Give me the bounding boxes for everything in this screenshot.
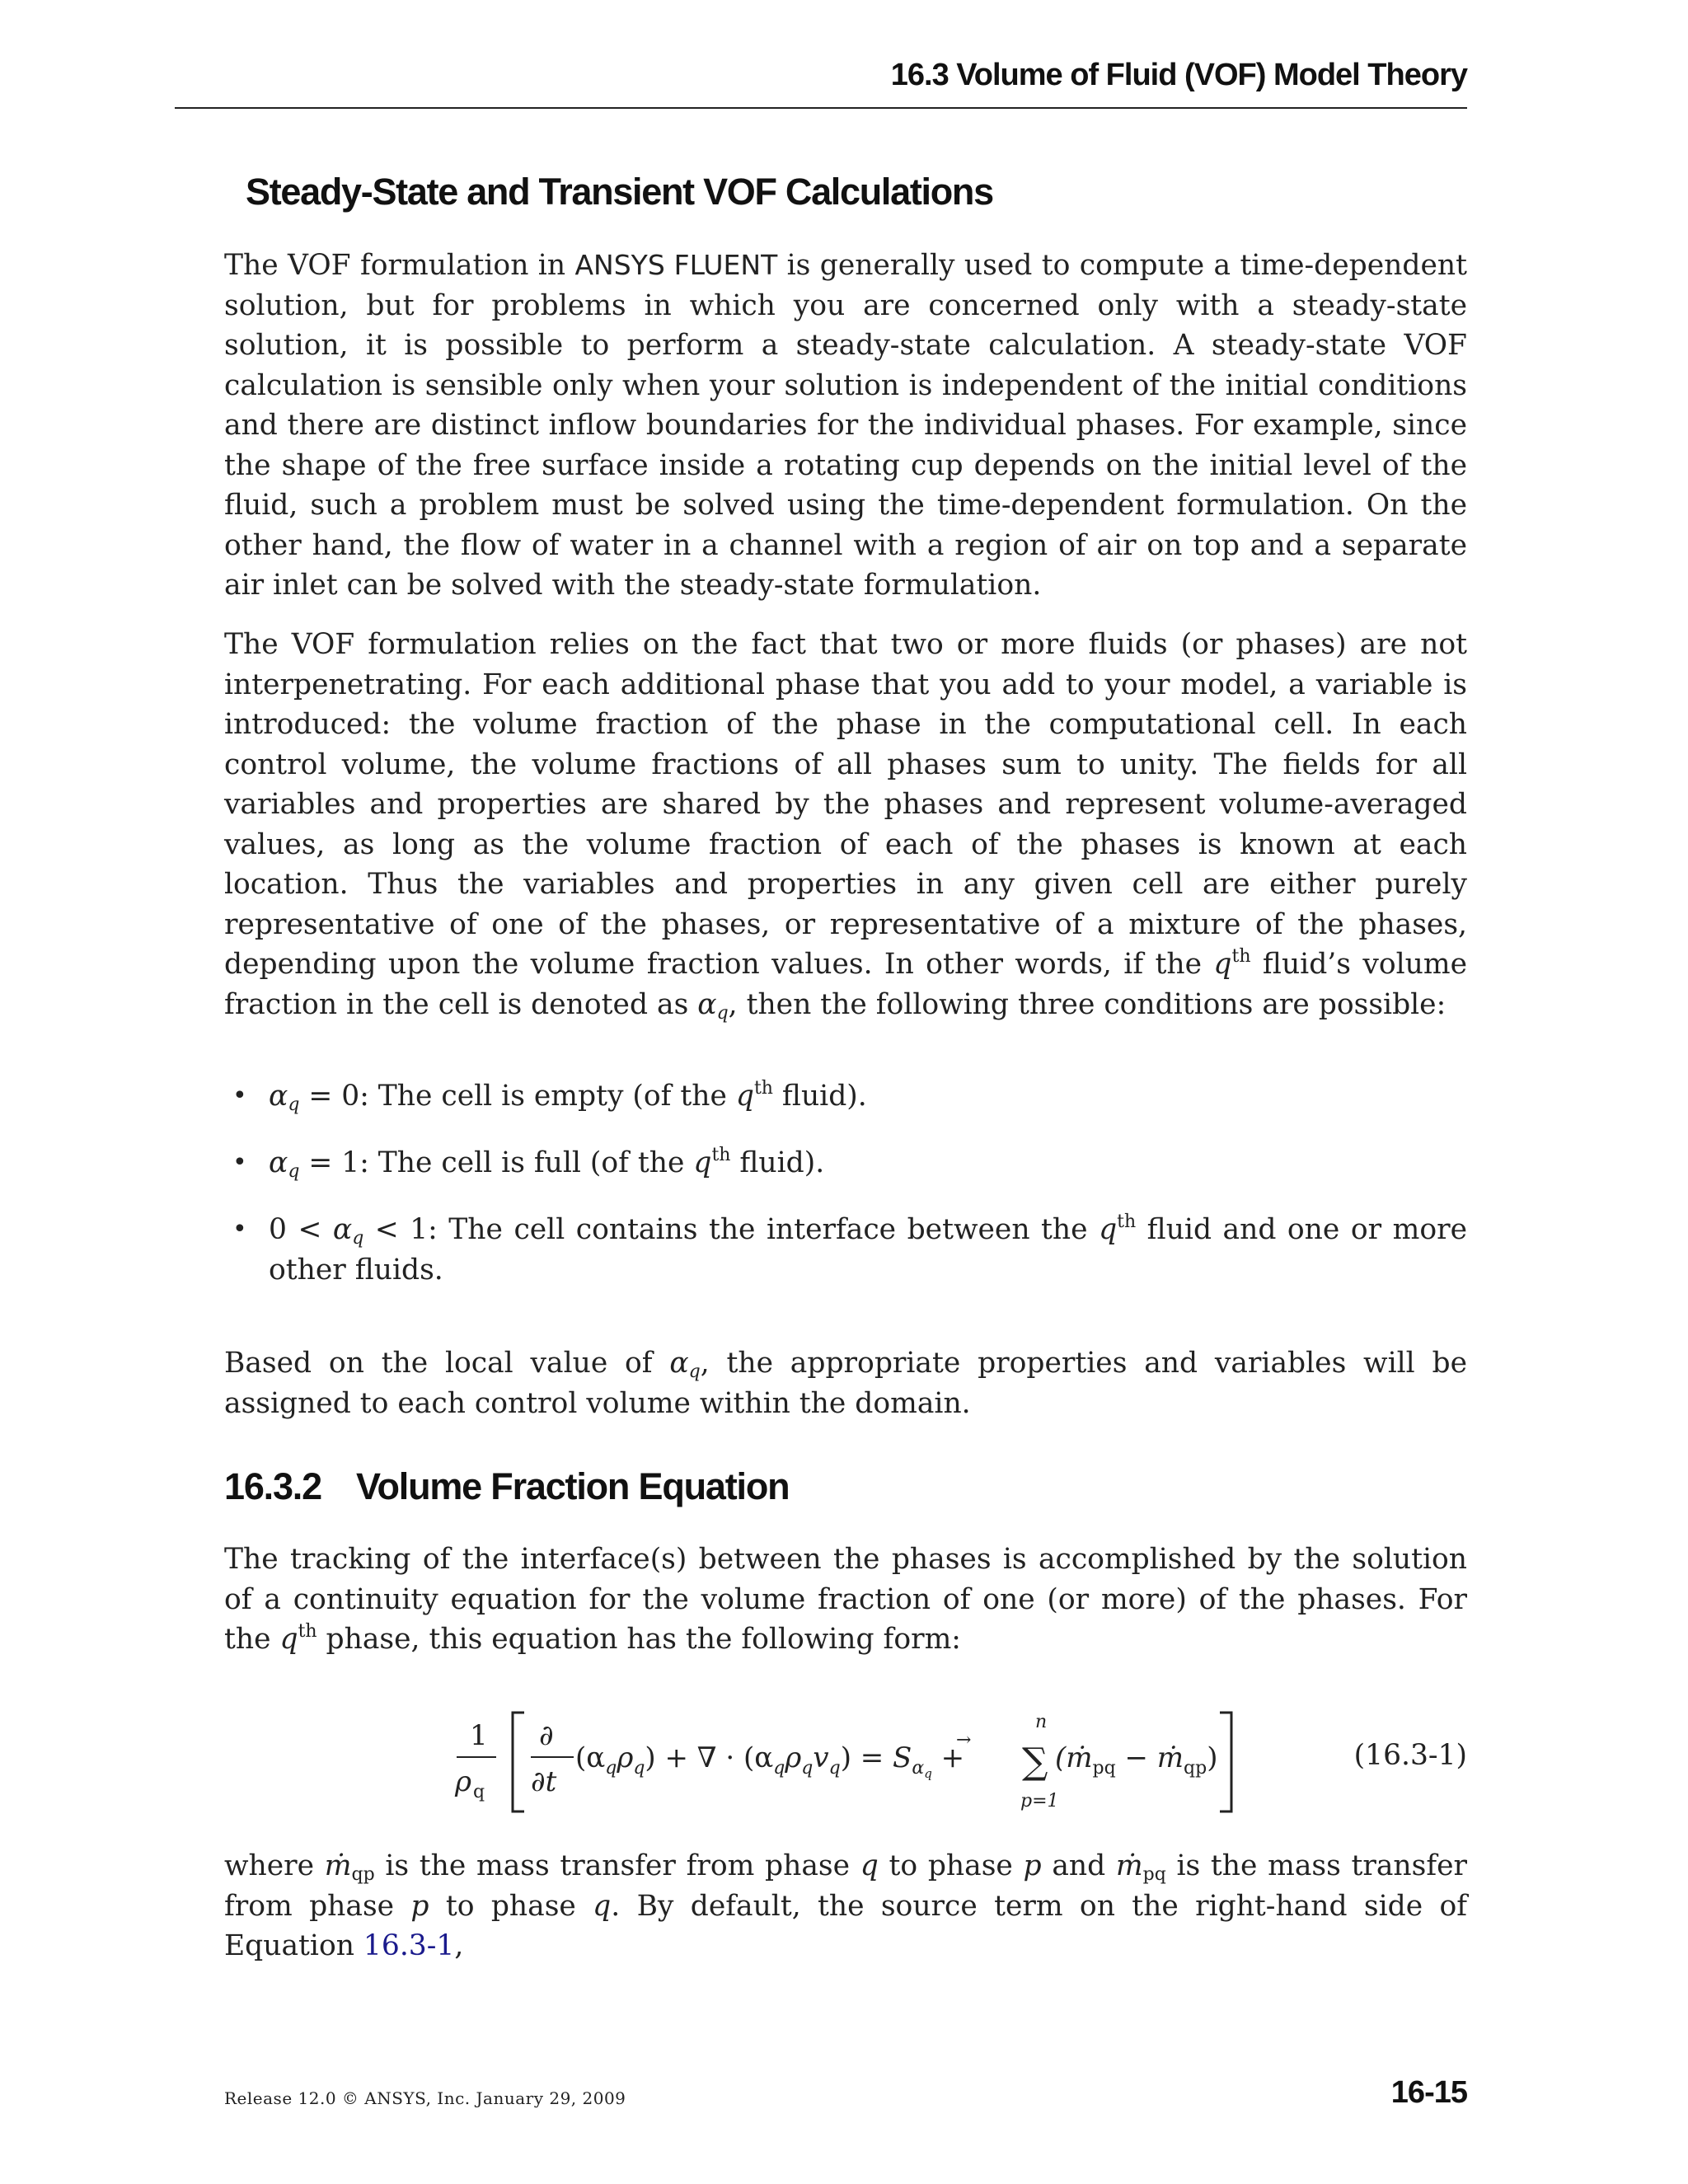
math-alpha: α — [332, 1213, 353, 1246]
volume-fraction-equation — [445, 1698, 1253, 1821]
text: , the appropriate properties and variables will be assigned to each control volume within the domain. — [224, 1347, 1467, 1420]
eq-sub-q: q — [633, 1758, 645, 1779]
equation-number: (16.3-1) — [1353, 1739, 1467, 1772]
eq-rho: ρ — [617, 1741, 634, 1774]
text: is generally used to compute a time-dependent solution, but for problems in which you are concerned only with a steady-state solution, it is possible to perform a steady-state calculation. A steady-state VOF calculation is sensible only when your solution is independent of the initial conditions and there are distinct inflow boundaries for the individual phases. For example, since the shape of the free surface inside a rotating cup depends on the initial level of the fluid, such a problem must be solved using the time-dependent formulation. On the other hand, the flow of water in a channel with a region of air on top and a separate air inlet can be solved with the steady-state formulation. — [224, 249, 1467, 602]
eq-velocity: v — [813, 1741, 829, 1774]
text: . By default, the source term on the right-hand side of Equation — [224, 1889, 1468, 1962]
equation-reference-link[interactable]: 16.3-1 — [363, 1929, 455, 1962]
eq-partial-t: ∂t — [531, 1765, 557, 1798]
eq-close: ) — [1207, 1741, 1218, 1774]
text: The cell is full (of the — [368, 1146, 694, 1179]
condition: = 0: — [299, 1080, 369, 1113]
subscript-q: q — [352, 1228, 364, 1249]
eq-sub-q: q — [773, 1758, 785, 1779]
math-mdot: ṁ — [1115, 1849, 1143, 1882]
text: The tracking of the interface(s) between the phases is accomplished by the solution of a continuity equation for the volume fraction of one (or more) of the phases. For the — [224, 1543, 1467, 1656]
text: The cell is empty (of the — [368, 1080, 736, 1113]
math-q: q — [593, 1889, 612, 1923]
eq-term1 — [575, 1741, 964, 1781]
eq-rho: ρ — [785, 1741, 802, 1774]
subscript-q: q — [716, 1002, 729, 1024]
subscript-qp: qp — [351, 1864, 375, 1885]
text: to phase — [878, 1849, 1024, 1882]
text: phase, this equation has the following form: — [316, 1623, 961, 1656]
eq-mdot: (ṁ — [1055, 1741, 1093, 1774]
superscript-th: th — [1117, 1212, 1137, 1232]
eq-vector-arrow: → — [956, 1730, 972, 1750]
header-rule — [175, 107, 1467, 109]
eq-plus: + — [931, 1741, 965, 1774]
superscript-th: th — [753, 1078, 773, 1099]
condition: < 1: — [363, 1213, 438, 1246]
eq-source-sub-q: q — [924, 1766, 932, 1781]
math-p: p — [1023, 1849, 1042, 1882]
math-alpha: α — [669, 1347, 689, 1380]
subscript-pq: pq — [1142, 1864, 1166, 1885]
paragraph-mass-transfer — [224, 1846, 1467, 1966]
text: where — [224, 1849, 325, 1882]
bullet-icon: • — [232, 1081, 247, 1110]
text: , then the following three conditions are possible: — [728, 987, 1447, 1021]
eq-source: = S — [851, 1741, 912, 1774]
eq-source-sub: α — [912, 1758, 925, 1779]
eq-left-bracket — [513, 1713, 524, 1811]
eq-right-bracket — [1220, 1713, 1231, 1811]
superscript-th: th — [1231, 946, 1251, 967]
text: and — [1041, 1849, 1116, 1882]
section-heading — [224, 1465, 789, 1508]
math-q: q — [1213, 948, 1232, 981]
eq-term1-open: (α — [575, 1741, 606, 1774]
text: The VOF formulation in — [224, 249, 575, 282]
text: The cell contains the interface between the — [437, 1213, 1100, 1246]
subscript-q: q — [288, 1161, 300, 1182]
text: fluid and one or more other fluids. — [269, 1213, 1467, 1286]
eq-rho: ρ — [455, 1765, 471, 1798]
section-number: 16.3.2 — [224, 1465, 321, 1507]
math-alpha: α — [269, 1146, 288, 1179]
eq-one: 1 — [470, 1719, 488, 1752]
eq-sub-pq: pq — [1092, 1758, 1116, 1779]
math-alpha: α — [697, 987, 717, 1021]
eq-sub-q: q — [828, 1758, 841, 1779]
eq-partial: ∂ — [539, 1719, 554, 1752]
eq-sigma: ∑ — [1022, 1741, 1048, 1783]
math-alpha: α — [269, 1080, 288, 1113]
superscript-th: th — [298, 1621, 317, 1642]
superscript-th: th — [711, 1145, 731, 1165]
paragraph-local-value — [224, 1343, 1467, 1423]
paragraph-interface-tracking — [224, 1540, 1467, 1660]
text: fluid). — [772, 1080, 867, 1113]
text: fluid). — [730, 1146, 825, 1179]
math-q: q — [693, 1146, 712, 1179]
bullet-icon: • — [232, 1215, 247, 1244]
subsection-heading: Steady-State and Transient VOF Calculations — [246, 171, 993, 213]
bullet-icon: • — [232, 1148, 247, 1177]
eq-mass-transfer — [1055, 1741, 1217, 1779]
product-name: ANSYS FLUENT — [574, 249, 778, 281]
text: is the mass transfer from phase — [224, 1849, 1468, 1923]
running-header: 16.3 Volume of Fluid (VOF) Model Theory — [890, 58, 1467, 92]
text: Based on the local value of — [224, 1347, 670, 1380]
eq-sigma-upper: n — [1035, 1712, 1048, 1732]
paragraph-vof-formulation — [224, 625, 1467, 1024]
eq-sub-q: q — [605, 1758, 617, 1779]
math-q: q — [279, 1623, 298, 1656]
section-title: Volume Fraction Equation — [356, 1465, 790, 1507]
eq-sub-qp: qp — [1184, 1758, 1207, 1779]
eq-sigma-lower: p=1 — [1020, 1791, 1059, 1811]
text: , — [454, 1929, 464, 1962]
condition: = 1: — [299, 1146, 369, 1179]
eq-minus-mdot: − ṁ — [1115, 1741, 1184, 1774]
text: to phase — [429, 1889, 593, 1923]
list-item — [232, 1143, 1467, 1183]
eq-close: ) — [840, 1741, 851, 1774]
eq-sub-q: q — [801, 1758, 814, 1779]
subscript-q: q — [288, 1094, 300, 1115]
math-q: q — [735, 1080, 754, 1113]
footer-release: Release 12.0 © ANSYS, Inc. January 29, 2009 — [224, 2088, 626, 2108]
eq-divergence: + ∇ · (α — [655, 1741, 774, 1774]
eq-close: ) — [645, 1741, 656, 1774]
text: fluid’s volume fraction in the cell is denoted as — [224, 948, 1468, 1021]
math-q: q — [1099, 1213, 1118, 1246]
subscript-q: q — [688, 1361, 701, 1382]
page-number: 16-15 — [1390, 2075, 1467, 2110]
math-q: q — [860, 1849, 879, 1882]
list-item — [232, 1210, 1467, 1290]
math-mdot: ṁ — [324, 1849, 352, 1882]
eq-rho-sub: q — [473, 1782, 485, 1802]
math-p: p — [410, 1889, 429, 1923]
list-item — [232, 1076, 1467, 1117]
condition-prefix: 0 < — [269, 1213, 333, 1246]
paragraph-steady-transient — [224, 246, 1467, 606]
text: is the mass transfer from phase — [374, 1849, 860, 1882]
text: The VOF formulation relies on the fact that two or more fluids (or phases) are not interpenetrating. For each additional phase that you add to your model, a variable is introduced: the volume fraction of the phase in the computational cell. In each control volume, the volume fractions of all phases sum to unity. The fields for all variables and properties are shared by the phases and represent volume-averaged values, as long as the volume fraction of each of the phases is known at each location. Thus the variables and properties in any given cell are either purely representative of one of the phases, or representative of a mixture of the phases, depending upon the volume fraction values. In other words, if the — [224, 628, 1467, 981]
